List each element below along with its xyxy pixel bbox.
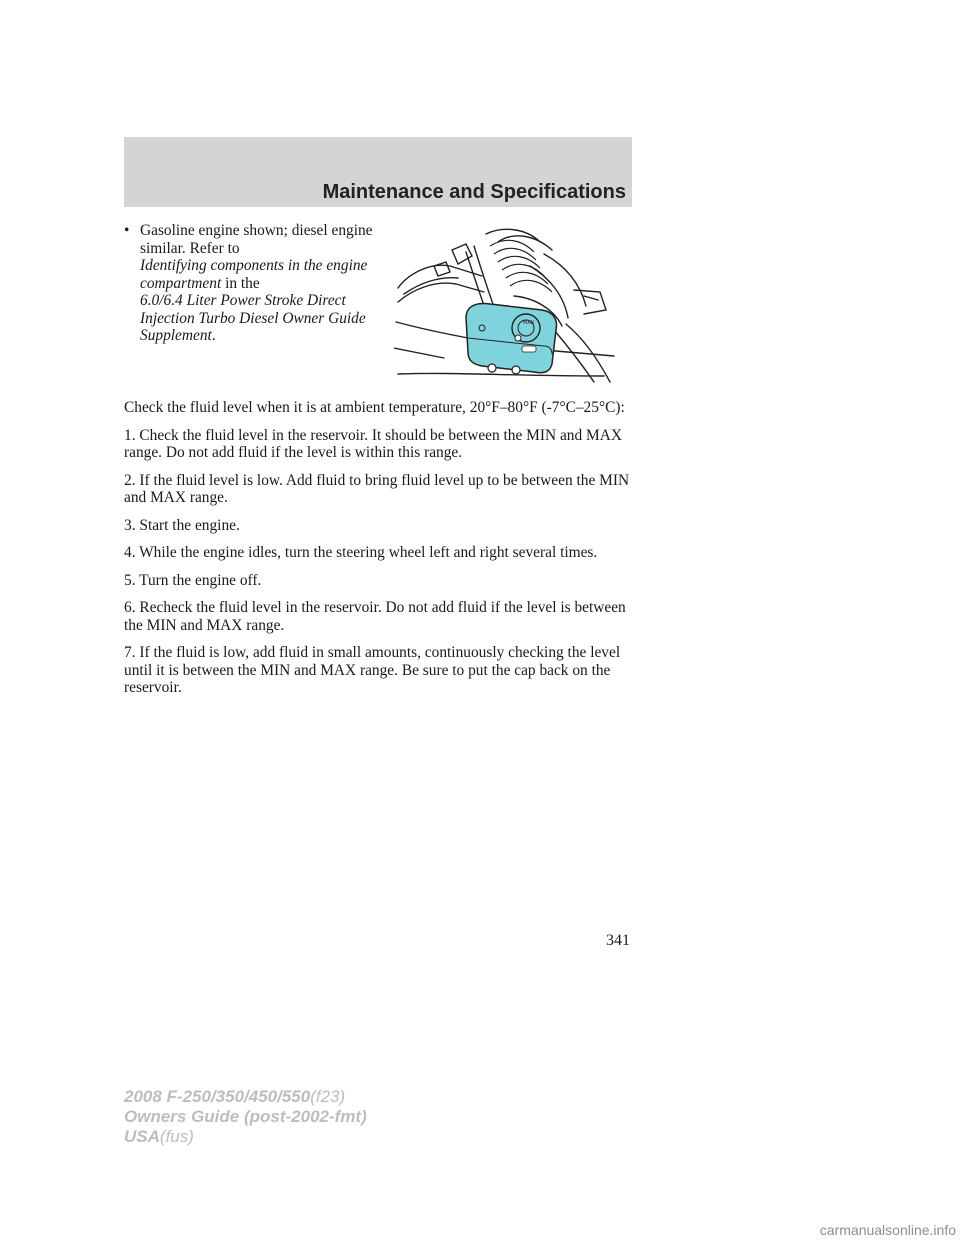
footer-line-3 [124,1127,367,1147]
bullet-italic-1: Identifying components in the engine compartment [140,257,368,292]
section-title: Maintenance and Specifications [322,181,626,203]
bullet-italic-2: 6.0/6.4 Liter Power Stroke Direct Injection Turbo Diesel Owner Guide Supplement [140,292,366,344]
page-number: 341 [606,932,630,949]
bullet-text-1: Gasoline engine shown; diesel engine similar. Refer to [140,222,373,257]
paragraph-step-3: 3. Start the engine. [124,516,240,534]
figure-label-max: MAX [523,320,535,326]
paragraph-step-2: 2. If the fluid level is low. Add fluid to bring fluid level up to be between the MIN and MAX range. [124,471,630,506]
footer [124,1087,367,1147]
footer-market-code: (fus) [159,1127,194,1146]
paragraph-intro: Check the fluid level when it is at ambient temperature, 20°F–80°F (-7°C–25°C): [124,399,625,416]
bullet-symbol: • [124,222,130,239]
footer-market: USA [124,1127,160,1146]
bullet-text-3: . [211,327,216,344]
reservoir-body [466,304,556,373]
paragraph-step-7: 7. If the fluid is low, add fluid in small amounts, continuously checking the level until it is between the MIN and MAX range. Be sure to put the cap back on the reservoir. [124,644,621,696]
bullet-text-2: in the [221,274,260,292]
section-header [124,137,632,207]
paragraph-step-5: 5. Turn the engine off. [124,571,262,589]
paragraph-step-6: 6. Recheck the fluid level in the reservoir. Do not add fluid if the level is between the MIN and MAX range. [124,599,626,634]
paragraph-step-4: 4. While the engine idles, turn the steering wheel left and right several times. [124,544,598,561]
footer-model-code: (f23) [310,1087,346,1106]
bullet-note [124,222,394,345]
instructions [124,399,636,707]
paragraph-step-1: 1. Check the fluid level in the reservoir. It should be between the MIN and MAX range. Do not add fluid if the level is within this range. [124,426,622,461]
footer-line-1 [124,1087,367,1107]
bullet-text [140,222,394,345]
power-steering-reservoir-illustration [394,226,620,384]
footer-line-2: Owners Guide (post-2002-fmt) [124,1107,367,1126]
footer-model: 2008 F-250/350/450/550 [124,1087,311,1106]
watermark: carmanualsonline.info [819,1222,956,1238]
